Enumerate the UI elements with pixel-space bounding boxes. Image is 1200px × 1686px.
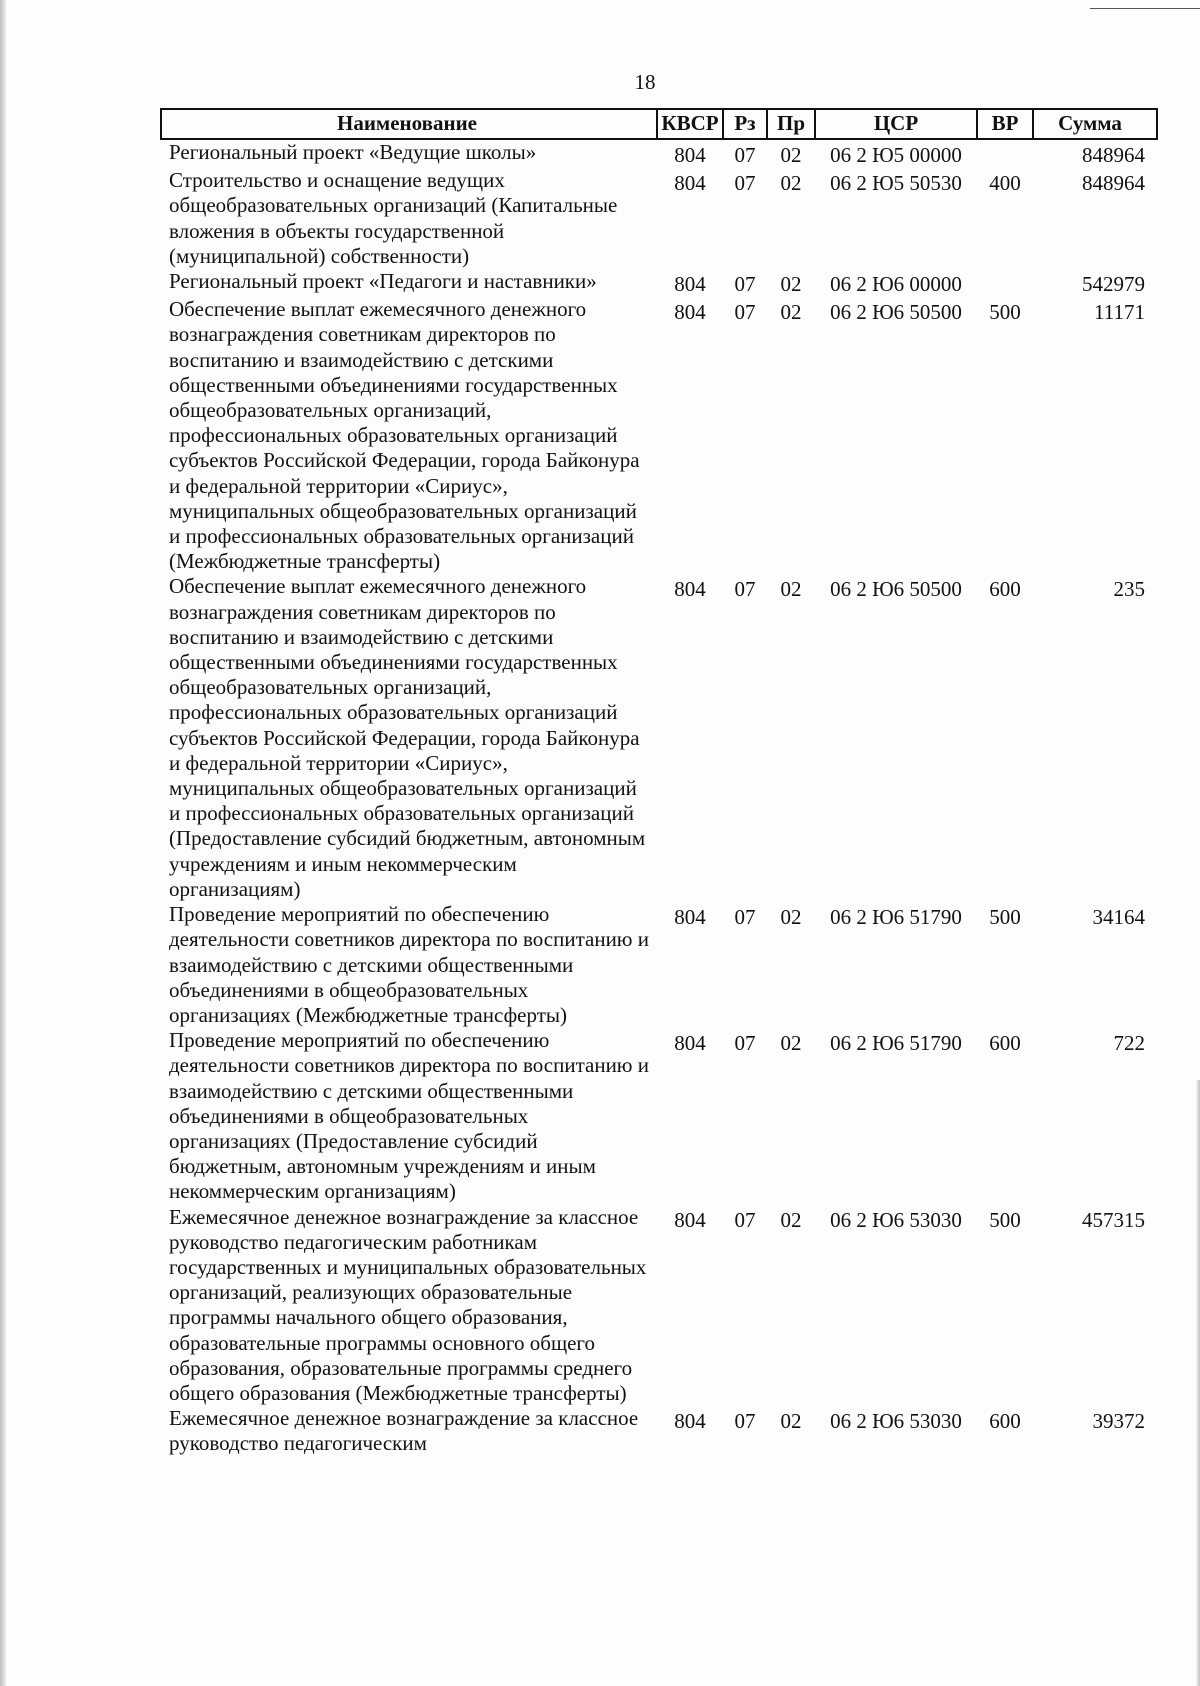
cell-vr: 600 [989, 1409, 1021, 1434]
table-row [161, 269, 1157, 297]
table-row [161, 168, 1157, 269]
cell-rz: 07 [734, 143, 756, 167]
budget-table-container [160, 108, 1145, 1457]
cell-rz: 07 [734, 905, 756, 930]
cell-csr: 06 2 Ю6 50500 [830, 300, 962, 325]
cell-vr: 500 [989, 1207, 1021, 1232]
table-row [161, 1406, 1157, 1456]
cell-csr: 06 2 Ю5 50530 [830, 171, 962, 196]
budget-table [160, 108, 1158, 1457]
cell-rz: 07 [734, 577, 756, 602]
table-row [161, 902, 1157, 1028]
cell-sum: 39372 [1092, 1409, 1145, 1434]
cell-vr: 600 [989, 577, 1021, 602]
page-number: 18 [634, 70, 656, 94]
table-body [161, 139, 1157, 1457]
cell-sum: 235 [1113, 577, 1145, 602]
cell-csr: 06 2 Ю6 50500 [830, 577, 962, 602]
table-row [161, 139, 1157, 168]
cell-name: Строительство и оснащение ведущих общеобразовательных организаций (Капитальные вложения в объекты государственной (муниципальной) собственности) [169, 168, 618, 268]
cell-name: Обеспечение выплат ежемесячного денежного вознаграждения советникам директоров по воспитанию и взаимодействию с детскими общественными объединениями государственных общеобразовательных организаций, профессиональных образовательных организаций субъектов Российской Федерации, города Байконура и федеральной территории «Сириус», муниципальных общеобразовательных организаций и профессиональных образовательных организаций (Межбюджетные трансферты) [169, 297, 640, 574]
cell-kvsr: 804 [674, 577, 706, 602]
scan-edge-right [1196, 1080, 1200, 1686]
cell-pr: 02 [780, 171, 802, 196]
cell-pr: 02 [780, 905, 802, 930]
cell-sum: 11171 [1094, 300, 1145, 325]
scan-edge-left [0, 0, 6, 1686]
cell-pr: 02 [780, 577, 802, 602]
cell-pr: 02 [780, 1409, 802, 1434]
cell-sum: 848964 [1082, 143, 1145, 167]
cell-name: Ежемесячное денежное вознаграждение за классное руководство педагогическим [169, 1406, 639, 1456]
cell-name: Проведение мероприятий по обеспечению деятельности советников директора по воспитанию и взаимодействию с детскими общественными объединениями в общеобразовательных организациях (Межбюджетные трансферты) [169, 902, 649, 1027]
cell-sum: 34164 [1092, 905, 1145, 930]
header-sum: Сумма [1033, 109, 1157, 139]
cell-name: Ежемесячное денежное вознаграждение за классное руководство педагогическим работникам государственных и муниципальных образовательных организаций, реализующих образовательные программы начального общего образования, образовательные программы основного общего образования, образовательные программы среднего общего образования (Межбюджетные трансферты) [169, 1204, 647, 1405]
cell-sum: 542979 [1082, 272, 1145, 297]
cell-name: Региональный проект «Педагоги и наставники» [169, 269, 597, 294]
cell-name: Проведение мероприятий по обеспечению деятельности советников директора по воспитанию и взаимодействию с детскими общественными объединениями в общеобразовательных организациях (Предоставление субсидий бюджетным, автономным учреждениям и иным некоммерческим организациям) [169, 1028, 649, 1204]
cell-vr: 600 [989, 1031, 1021, 1056]
cell-pr: 02 [780, 1207, 802, 1232]
cell-pr: 02 [780, 143, 802, 167]
cell-vr: 500 [989, 905, 1021, 930]
cell-rz: 07 [734, 171, 756, 196]
table-header-row [161, 109, 1157, 139]
cell-rz: 07 [734, 1207, 756, 1232]
cell-rz: 07 [734, 1031, 756, 1056]
cell-vr [977, 269, 1033, 297]
cell-kvsr: 804 [674, 1409, 706, 1434]
cell-csr: 06 2 Ю5 00000 [830, 143, 962, 167]
table-row [161, 1028, 1157, 1204]
cell-kvsr: 804 [674, 300, 706, 325]
header-pr: Пр [767, 109, 815, 139]
cell-name: Региональный проект «Ведущие школы» [169, 140, 537, 164]
header-rz: Рз [723, 109, 767, 139]
cell-sum: 722 [1113, 1031, 1145, 1056]
table-row [161, 1205, 1157, 1407]
header-csr: ЦСР [815, 109, 977, 139]
header-kvsr: КВСР [657, 109, 723, 139]
cell-csr: 06 2 Ю6 00000 [830, 272, 962, 297]
header-name: Наименование [161, 109, 657, 139]
cell-kvsr: 804 [674, 143, 706, 167]
header-vr: ВР [977, 109, 1033, 139]
cell-sum: 848964 [1082, 171, 1145, 196]
cell-kvsr: 804 [674, 272, 706, 297]
cell-csr: 06 2 Ю6 51790 [830, 1031, 962, 1056]
cell-vr [977, 139, 1033, 168]
cell-sum: 457315 [1082, 1207, 1145, 1232]
cell-csr: 06 2 Ю6 51790 [830, 905, 962, 930]
cell-rz: 07 [734, 1409, 756, 1434]
cell-rz: 07 [734, 300, 756, 325]
cell-vr: 500 [989, 300, 1021, 325]
cell-csr: 06 2 Ю6 53030 [830, 1207, 962, 1232]
cell-csr: 06 2 Ю6 53030 [830, 1409, 962, 1434]
table-row [161, 574, 1157, 902]
cell-pr: 02 [780, 272, 802, 297]
table-row [161, 297, 1157, 574]
cell-name: Обеспечение выплат ежемесячного денежного вознаграждения советникам директоров по воспитанию и взаимодействию с детскими общественными объединениями государственных общеобразовательных организаций, профессиональных образовательных организаций субъектов Российской Федерации, города Байконура и федеральной территории «Сириус», муниципальных общеобразовательных организаций и профессиональных образовательных организаций (Предоставление субсидий бюджетным, автономным учреждениям и иным некоммерческим организациям) [169, 574, 646, 901]
cell-pr: 02 [780, 1031, 802, 1056]
cell-rz: 07 [734, 272, 756, 297]
cell-vr: 400 [989, 171, 1021, 196]
cell-pr: 02 [780, 300, 802, 325]
cell-kvsr: 804 [674, 905, 706, 930]
cell-kvsr: 804 [674, 1207, 706, 1232]
cell-kvsr: 804 [674, 171, 706, 196]
cell-kvsr: 804 [674, 1031, 706, 1056]
scan-edge-top [1090, 0, 1200, 9]
